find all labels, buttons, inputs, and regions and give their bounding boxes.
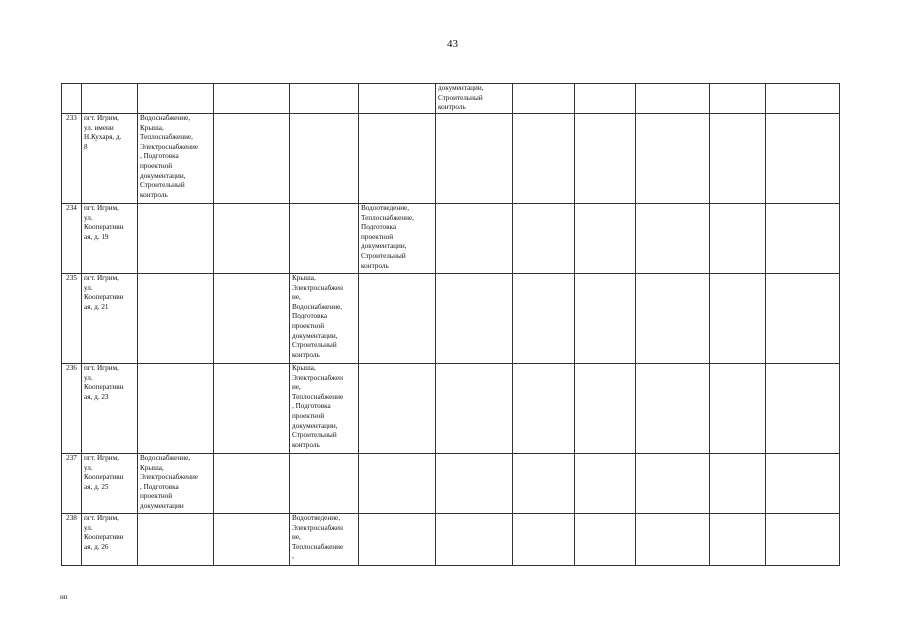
work-cell <box>710 454 766 514</box>
work-cell <box>575 204 636 274</box>
work-cell <box>138 204 214 274</box>
work-cell <box>766 514 840 566</box>
table-row <box>62 84 893 114</box>
table-row <box>62 114 893 204</box>
work-cell <box>138 274 214 364</box>
work-cell: Крыша, Электроснабжен ие, Теплоснабжение , Подготовка проектной документации, Строительный контроль <box>290 364 359 454</box>
work-cell <box>766 84 840 114</box>
row-address: пгт. Игрим, ул. Кооперативн ая, д. 23 <box>82 364 138 454</box>
work-cell <box>766 274 840 364</box>
row-number: 237 <box>62 454 82 514</box>
row-number: 238 <box>62 514 82 566</box>
work-cell: Крыша, Электроснабжен ие, Водоснабжение, Подготовка проектной документации, Строительный контроль <box>290 274 359 364</box>
work-cell <box>513 204 575 274</box>
work-cell <box>214 84 290 114</box>
work-cell <box>214 514 290 566</box>
work-cell <box>436 514 513 566</box>
page-number: 43 <box>447 38 458 50</box>
work-cell <box>710 204 766 274</box>
work-cell <box>513 114 575 204</box>
work-cell <box>513 454 575 514</box>
row-address: пгт. Игрим, ул. Кооперативн ая, д. 26 <box>82 514 138 566</box>
work-cell <box>359 364 436 454</box>
work-cell <box>766 454 840 514</box>
work-cell <box>636 204 710 274</box>
work-cell <box>575 274 636 364</box>
table-row <box>62 364 893 454</box>
work-cell: Водоснабжение, Крыша, Электроснабжение , Подготовка проектной документации <box>138 454 214 514</box>
work-cell <box>138 514 214 566</box>
work-cell <box>214 454 290 514</box>
work-cell <box>766 114 840 204</box>
work-cell <box>290 114 359 204</box>
work-cell <box>636 454 710 514</box>
row-number <box>62 84 82 114</box>
row-address: пгт. Игрим, ул. имени Н.Кухаря, д. 8 <box>82 114 138 204</box>
table-row <box>62 274 893 364</box>
work-cell <box>290 84 359 114</box>
row-number: 235 <box>62 274 82 364</box>
work-cell <box>636 84 710 114</box>
row-address: пгт. Игрим, ул. Кооперативн ая, д. 25 <box>82 454 138 514</box>
row-number: 233 <box>62 114 82 204</box>
work-cell <box>359 454 436 514</box>
capital-repair-table <box>61 83 893 566</box>
work-cell <box>710 364 766 454</box>
work-cell <box>214 274 290 364</box>
work-cell <box>359 84 436 114</box>
work-cell: Водоснабжение, Крыша, Теплоснабжение, Электроснабжение , Подготовка проектной документации, Строительный контроль <box>138 114 214 204</box>
work-cell <box>214 204 290 274</box>
row-address: пгт. Игрим, ул. Кооперативн ая, д. 21 <box>82 274 138 364</box>
work-cell <box>436 454 513 514</box>
work-cell <box>138 364 214 454</box>
work-cell <box>359 514 436 566</box>
work-cell: Водоотведение, Теплоснабжение, Подготовка проектной документации, Строительный контроль <box>359 204 436 274</box>
work-cell <box>513 514 575 566</box>
table-row <box>62 454 893 514</box>
work-cell <box>436 204 513 274</box>
work-cell <box>513 84 575 114</box>
row-number: 236 <box>62 364 82 454</box>
row-address: пгт. Игрим, ул. Кооперативн ая, д. 19 <box>82 204 138 274</box>
work-cell <box>359 274 436 364</box>
work-cell <box>766 204 840 274</box>
work-cell: Водоотведение, Электроснабжен ие, Теплоснабжение , <box>290 514 359 566</box>
table-row <box>62 204 893 274</box>
work-cell <box>290 454 359 514</box>
work-cell <box>575 364 636 454</box>
work-cell <box>436 114 513 204</box>
row-number: 234 <box>62 204 82 274</box>
work-cell <box>436 364 513 454</box>
work-cell <box>290 204 359 274</box>
work-cell <box>513 274 575 364</box>
footer-mark: нп <box>60 593 68 601</box>
work-cell <box>359 114 436 204</box>
work-cell <box>575 84 636 114</box>
table-row <box>62 514 893 566</box>
work-cell <box>636 114 710 204</box>
work-cell <box>710 114 766 204</box>
work-cell <box>575 454 636 514</box>
work-cell <box>513 364 575 454</box>
work-cell <box>710 274 766 364</box>
work-cell <box>766 364 840 454</box>
work-cell <box>710 514 766 566</box>
work-cell <box>575 514 636 566</box>
work-cell: документации, Строительный контроль <box>436 84 513 114</box>
work-cell <box>138 84 214 114</box>
work-cell <box>636 364 710 454</box>
work-cell <box>710 84 766 114</box>
work-cell <box>214 364 290 454</box>
row-address <box>82 84 138 114</box>
work-cell <box>636 274 710 364</box>
work-cell <box>436 274 513 364</box>
work-cell <box>575 114 636 204</box>
work-cell <box>214 114 290 204</box>
work-cell <box>636 514 710 566</box>
